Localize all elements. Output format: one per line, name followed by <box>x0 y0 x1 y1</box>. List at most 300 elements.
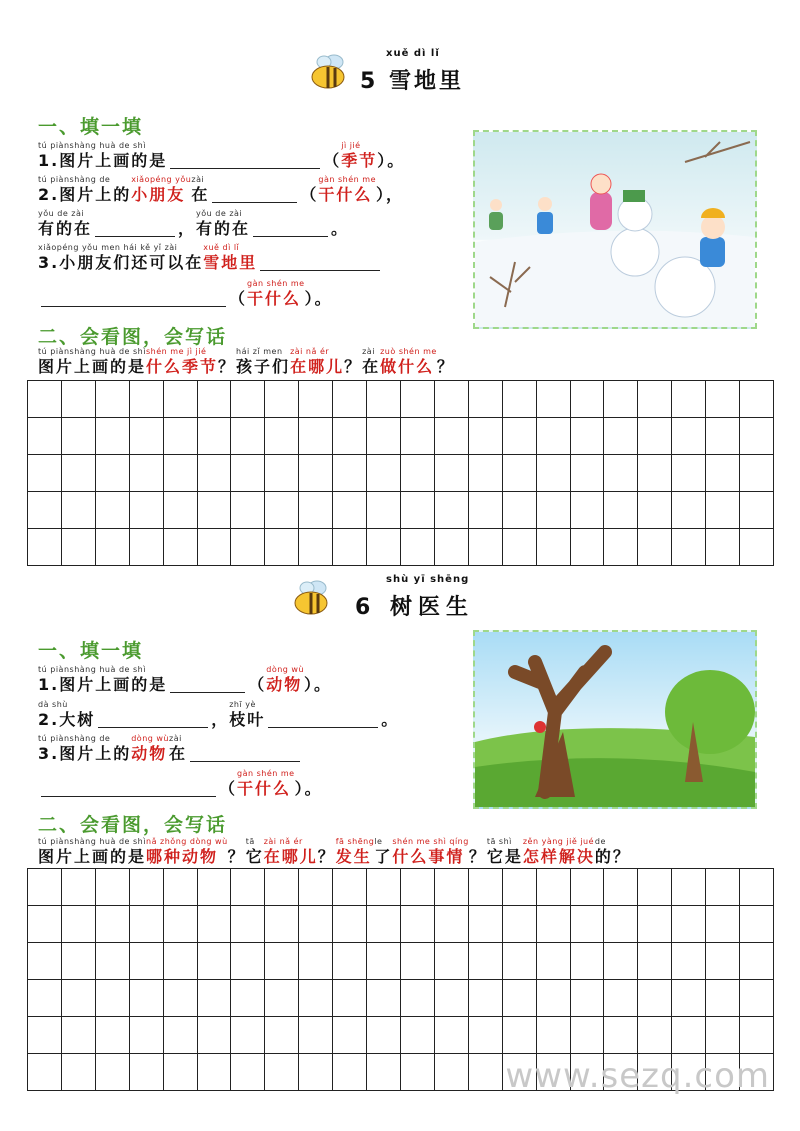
grid-cell[interactable] <box>28 492 62 529</box>
pinyin: tú piànshàng de <box>38 734 111 743</box>
grid-cell[interactable] <box>333 943 367 980</box>
grid-cell[interactable] <box>96 418 130 455</box>
grid-cell[interactable] <box>537 492 571 529</box>
grid-cell[interactable] <box>299 943 333 980</box>
grid-cell[interactable] <box>435 980 469 1017</box>
hanzi-text: 图片上画的是 <box>38 847 147 866</box>
grid-cell[interactable] <box>231 455 265 492</box>
grid-cell[interactable] <box>299 1017 333 1054</box>
grid-cell[interactable] <box>604 381 638 418</box>
grid-cell[interactable] <box>469 492 503 529</box>
grid-cell[interactable] <box>435 1054 469 1091</box>
grid-cell[interactable] <box>164 869 198 906</box>
grid-cell[interactable] <box>537 418 571 455</box>
grid-cell[interactable] <box>96 1017 130 1054</box>
grid-cell[interactable] <box>740 1017 774 1054</box>
grid-cell[interactable] <box>638 943 672 980</box>
grid-cell[interactable] <box>435 418 469 455</box>
grid-cell[interactable] <box>706 492 740 529</box>
grid-cell[interactable] <box>672 943 706 980</box>
grid-cell[interactable] <box>435 869 469 906</box>
grid-cell[interactable] <box>638 381 672 418</box>
grid-cell[interactable] <box>130 492 164 529</box>
grid-cell[interactable] <box>638 418 672 455</box>
hanzi-text: （ <box>248 675 267 694</box>
grid-cell[interactable] <box>333 492 367 529</box>
grid-cell[interactable] <box>62 381 96 418</box>
hanzi-text: ）。 <box>377 151 406 170</box>
lesson5-question2 <box>38 174 404 205</box>
grid-cell[interactable] <box>28 943 62 980</box>
lesson5-section2-heading: 二、会看图，会写话 <box>38 326 228 348</box>
grid-cell[interactable] <box>503 492 537 529</box>
grid-cell[interactable] <box>62 529 96 566</box>
grid-cell[interactable] <box>740 455 774 492</box>
hanzi-text: ）， <box>376 185 405 204</box>
grid-cell[interactable] <box>503 1017 537 1054</box>
grid-cell[interactable] <box>198 1017 232 1054</box>
grid-cell[interactable] <box>537 455 571 492</box>
grid-cell[interactable] <box>503 869 537 906</box>
grid-cell[interactable] <box>367 1054 401 1091</box>
grid-cell[interactable] <box>299 492 333 529</box>
grid-cell[interactable] <box>706 869 740 906</box>
grid-cell[interactable] <box>435 455 469 492</box>
grid-cell[interactable] <box>198 869 232 906</box>
grid-cell[interactable] <box>265 1017 299 1054</box>
grid-cell[interactable] <box>638 1017 672 1054</box>
grid-cell[interactable] <box>96 455 130 492</box>
grid-cell[interactable] <box>435 492 469 529</box>
grid-cell[interactable] <box>571 529 605 566</box>
grid-cell[interactable] <box>333 1017 367 1054</box>
hanzi-text: 什么季节 <box>146 357 219 376</box>
answer-blank[interactable] <box>212 184 297 203</box>
lesson6-section1-heading: 一、填一填 <box>38 640 144 662</box>
grid-cell[interactable] <box>638 869 672 906</box>
answer-blank[interactable] <box>253 218 328 237</box>
grid-cell[interactable] <box>571 906 605 943</box>
grid-cell[interactable] <box>231 418 265 455</box>
grid-cell[interactable] <box>96 980 130 1017</box>
grid-cell[interactable] <box>571 869 605 906</box>
text-segment <box>304 664 332 695</box>
grid-cell[interactable] <box>672 492 706 529</box>
text-segment <box>229 278 247 309</box>
grid-cell[interactable] <box>299 906 333 943</box>
grid-cell[interactable] <box>198 943 232 980</box>
grid-cell[interactable] <box>96 492 130 529</box>
grid-cell[interactable] <box>367 869 401 906</box>
grid-cell[interactable] <box>706 906 740 943</box>
grid-cell[interactable] <box>231 943 265 980</box>
grid-cell[interactable] <box>265 529 299 566</box>
answer-blank[interactable] <box>41 288 226 307</box>
hanzi-text: 。 <box>331 219 350 238</box>
grid-cell[interactable] <box>469 980 503 1017</box>
grid-cell[interactable] <box>367 492 401 529</box>
grid-cell[interactable] <box>265 455 299 492</box>
grid-cell[interactable] <box>401 381 435 418</box>
grid-cell[interactable] <box>503 418 537 455</box>
pinyin: xiǎopéng yǒu men hái kě yǐ zài <box>38 243 178 252</box>
grid-cell[interactable] <box>333 381 367 418</box>
grid-cell[interactable] <box>130 906 164 943</box>
grid-cell[interactable] <box>62 1017 96 1054</box>
grid-cell[interactable] <box>231 906 265 943</box>
text-segment <box>219 768 237 799</box>
grid-cell[interactable] <box>469 906 503 943</box>
grid-cell[interactable] <box>537 980 571 1017</box>
text-segment <box>196 208 250 239</box>
pinyin: gàn shén me <box>247 279 305 288</box>
grid-cell[interactable] <box>130 1017 164 1054</box>
text-segment <box>392 836 468 867</box>
grid-cell[interactable] <box>672 869 706 906</box>
grid-cell[interactable] <box>469 455 503 492</box>
grid-cell[interactable] <box>62 492 96 529</box>
pinyin: yǒu de zài <box>196 209 243 218</box>
grid-cell[interactable] <box>28 1054 62 1091</box>
grid-cell[interactable] <box>604 906 638 943</box>
grid-cell[interactable] <box>130 980 164 1017</box>
grid-cell[interactable] <box>435 943 469 980</box>
grid-cell[interactable] <box>231 980 265 1017</box>
grid-cell[interactable] <box>706 418 740 455</box>
grid-cell[interactable] <box>571 492 605 529</box>
grid-cell[interactable] <box>164 492 198 529</box>
hanzi-text: 做什么 <box>380 357 435 376</box>
grid-cell[interactable] <box>571 980 605 1017</box>
grid-cell[interactable] <box>604 455 638 492</box>
grid-cell[interactable] <box>401 455 435 492</box>
grid-cell[interactable] <box>62 943 96 980</box>
grid-cell[interactable] <box>164 943 198 980</box>
grid-cell[interactable] <box>130 418 164 455</box>
grid-cell[interactable] <box>435 381 469 418</box>
grid-cell[interactable] <box>469 418 503 455</box>
grid-cell[interactable] <box>435 529 469 566</box>
grid-cell[interactable] <box>96 1054 130 1091</box>
grid-cell[interactable] <box>164 418 198 455</box>
grid-cell[interactable] <box>672 455 706 492</box>
text-segment <box>300 174 318 205</box>
grid-cell[interactable] <box>299 381 333 418</box>
text-segment <box>38 836 146 867</box>
hanzi-text: 在 <box>191 185 210 204</box>
grid-cell[interactable] <box>672 906 706 943</box>
snow-scene-image <box>473 130 757 329</box>
hanzi-text: ， <box>211 710 230 729</box>
grid-cell[interactable] <box>537 381 571 418</box>
grid-cell[interactable] <box>164 1017 198 1054</box>
grid-cell[interactable] <box>265 492 299 529</box>
grid-cell[interactable] <box>130 1054 164 1091</box>
grid-cell[interactable] <box>706 943 740 980</box>
hanzi-text: 怎样解决 <box>522 847 595 866</box>
grid-cell[interactable] <box>604 943 638 980</box>
answer-blank[interactable] <box>170 150 320 169</box>
grid-cell[interactable] <box>231 869 265 906</box>
grid-cell[interactable] <box>62 455 96 492</box>
grid-cell[interactable] <box>198 418 232 455</box>
answer-blank[interactable] <box>41 778 216 797</box>
grid-cell[interactable] <box>604 529 638 566</box>
grid-cell[interactable] <box>401 1054 435 1091</box>
grid-cell[interactable] <box>672 980 706 1017</box>
grid-cell[interactable] <box>638 492 672 529</box>
grid-cell[interactable] <box>367 943 401 980</box>
grid-cell[interactable] <box>231 381 265 418</box>
grid-cell[interactable] <box>130 455 164 492</box>
grid-cell[interactable] <box>265 906 299 943</box>
grid-cell[interactable] <box>367 1017 401 1054</box>
grid-cell[interactable] <box>28 980 62 1017</box>
grid-cell[interactable] <box>401 1017 435 1054</box>
grid-cell[interactable] <box>537 869 571 906</box>
answer-blank[interactable] <box>190 743 300 762</box>
lesson6-title: 树医生 <box>389 595 474 620</box>
grid-cell[interactable] <box>130 943 164 980</box>
grid-cell[interactable] <box>604 418 638 455</box>
answer-blank[interactable] <box>260 252 380 271</box>
grid-cell[interactable] <box>706 980 740 1017</box>
grid-cell[interactable] <box>164 381 198 418</box>
hanzi-text: ， <box>178 219 197 238</box>
grid-cell[interactable] <box>571 455 605 492</box>
grid-cell[interactable] <box>164 980 198 1017</box>
grid-cell[interactable] <box>299 1054 333 1091</box>
grid-cell[interactable] <box>706 1017 740 1054</box>
grid-cell[interactable] <box>672 529 706 566</box>
grid-cell[interactable] <box>672 1017 706 1054</box>
grid-cell[interactable] <box>469 529 503 566</box>
hanzi-text: 动物 <box>266 675 303 694</box>
text-segment <box>38 208 92 239</box>
grid-cell[interactable] <box>469 381 503 418</box>
hanzi-text: ）。 <box>304 289 333 308</box>
hanzi-text: ？ <box>317 847 336 866</box>
grid-cell[interactable] <box>571 418 605 455</box>
hanzi-text: 发生 <box>335 847 372 866</box>
answer-blank[interactable] <box>98 709 208 728</box>
hanzi-text: 枝叶 <box>229 710 266 729</box>
grid-cell[interactable] <box>333 906 367 943</box>
grid-cell[interactable] <box>28 529 62 566</box>
grid-cell[interactable] <box>435 1017 469 1054</box>
grid-cell[interactable] <box>604 980 638 1017</box>
grid-cell[interactable] <box>265 980 299 1017</box>
grid-cell[interactable] <box>706 529 740 566</box>
grid-cell[interactable] <box>537 529 571 566</box>
grid-cell[interactable] <box>265 869 299 906</box>
grid-cell[interactable] <box>96 381 130 418</box>
grid-cell[interactable] <box>604 492 638 529</box>
grid-cell[interactable] <box>164 906 198 943</box>
grid-cell[interactable] <box>401 943 435 980</box>
grid-cell[interactable] <box>503 455 537 492</box>
grid-cell[interactable] <box>265 381 299 418</box>
grid-cell[interactable] <box>740 943 774 980</box>
grid-cell[interactable] <box>333 980 367 1017</box>
grid-cell[interactable] <box>333 455 367 492</box>
lesson5-writing-grid[interactable] <box>27 380 774 566</box>
grid-cell[interactable] <box>740 906 774 943</box>
grid-cell[interactable] <box>198 492 232 529</box>
lesson6-title-pinyin: shù yī shēng <box>386 574 470 585</box>
grid-cell[interactable] <box>28 455 62 492</box>
grid-cell[interactable] <box>28 1017 62 1054</box>
pinyin: tā <box>245 837 255 846</box>
grid-cell[interactable] <box>740 869 774 906</box>
grid-cell[interactable] <box>367 980 401 1017</box>
grid-cell[interactable] <box>401 980 435 1017</box>
grid-cell[interactable] <box>537 906 571 943</box>
answer-blank[interactable] <box>268 709 378 728</box>
grid-cell[interactable] <box>299 418 333 455</box>
grid-cell[interactable] <box>401 492 435 529</box>
grid-cell[interactable] <box>367 906 401 943</box>
grid-cell[interactable] <box>503 529 537 566</box>
hanzi-text: （ <box>300 185 319 204</box>
grid-cell[interactable] <box>571 1017 605 1054</box>
hanzi-text: 有的在 <box>38 219 93 238</box>
grid-cell[interactable] <box>604 869 638 906</box>
grid-cell[interactable] <box>571 943 605 980</box>
bee-icon <box>308 52 350 94</box>
text-segment <box>523 836 595 867</box>
grid-cell[interactable] <box>740 980 774 1017</box>
grid-cell[interactable] <box>401 529 435 566</box>
grid-cell[interactable] <box>198 980 232 1017</box>
grid-cell[interactable] <box>198 529 232 566</box>
grid-cell[interactable] <box>299 529 333 566</box>
grid-cell[interactable] <box>503 381 537 418</box>
grid-cell[interactable] <box>265 418 299 455</box>
answer-blank[interactable] <box>170 674 245 693</box>
grid-cell[interactable] <box>299 980 333 1017</box>
grid-cell[interactable] <box>62 869 96 906</box>
grid-cell[interactable] <box>198 381 232 418</box>
grid-cell[interactable] <box>96 869 130 906</box>
grid-cell[interactable] <box>537 1017 571 1054</box>
grid-cell[interactable] <box>96 906 130 943</box>
grid-cell[interactable] <box>401 906 435 943</box>
grid-cell[interactable] <box>706 381 740 418</box>
grid-cell[interactable] <box>333 529 367 566</box>
grid-cell[interactable] <box>604 1017 638 1054</box>
text-segment <box>380 346 437 377</box>
pinyin: zài nǎ ér <box>263 837 303 846</box>
grid-cell[interactable] <box>367 418 401 455</box>
hanzi-text: 哪种动物 <box>146 847 219 866</box>
grid-cell[interactable] <box>706 455 740 492</box>
grid-cell[interactable] <box>130 381 164 418</box>
grid-cell[interactable] <box>265 943 299 980</box>
grid-cell[interactable] <box>28 869 62 906</box>
text-segment <box>318 174 376 205</box>
grid-cell[interactable] <box>198 1054 232 1091</box>
answer-blank[interactable] <box>95 218 175 237</box>
grid-cell[interactable] <box>367 455 401 492</box>
grid-cell[interactable] <box>638 529 672 566</box>
grid-cell[interactable] <box>28 906 62 943</box>
grid-cell[interactable] <box>299 455 333 492</box>
grid-cell[interactable] <box>96 943 130 980</box>
lesson5-section1-heading: 一、填一填 <box>38 116 144 138</box>
grid-cell[interactable] <box>367 529 401 566</box>
grid-cell[interactable] <box>198 455 232 492</box>
grid-cell[interactable] <box>367 381 401 418</box>
grid-cell[interactable] <box>231 492 265 529</box>
text-segment <box>38 699 95 730</box>
pinyin: xuě dì lǐ <box>203 243 240 252</box>
grid-cell[interactable] <box>672 418 706 455</box>
grid-cell[interactable] <box>28 418 62 455</box>
lesson5-question3 <box>38 242 383 273</box>
grid-cell[interactable] <box>469 869 503 906</box>
grid-cell[interactable] <box>740 418 774 455</box>
grid-cell[interactable] <box>503 980 537 1017</box>
grid-cell[interactable] <box>164 455 198 492</box>
pinyin: zài nǎ ér <box>290 347 330 356</box>
grid-cell[interactable] <box>130 529 164 566</box>
grid-cell[interactable] <box>638 906 672 943</box>
grid-cell[interactable] <box>231 1017 265 1054</box>
grid-cell[interactable] <box>299 869 333 906</box>
grid-cell[interactable] <box>740 381 774 418</box>
grid-cell[interactable] <box>435 906 469 943</box>
grid-cell[interactable] <box>62 1054 96 1091</box>
grid-cell[interactable] <box>333 418 367 455</box>
grid-cell[interactable] <box>198 906 232 943</box>
grid-cell[interactable] <box>638 455 672 492</box>
grid-cell[interactable] <box>130 869 164 906</box>
grid-cell[interactable] <box>469 943 503 980</box>
grid-cell[interactable] <box>740 529 774 566</box>
grid-cell[interactable] <box>28 381 62 418</box>
grid-cell[interactable] <box>469 1054 503 1091</box>
pinyin: gàn shén me <box>318 175 376 184</box>
grid-cell[interactable] <box>265 1054 299 1091</box>
grid-cell[interactable] <box>164 529 198 566</box>
grid-cell[interactable] <box>401 418 435 455</box>
grid-cell[interactable] <box>62 418 96 455</box>
grid-cell[interactable] <box>503 943 537 980</box>
grid-cell[interactable] <box>469 1017 503 1054</box>
grid-cell[interactable] <box>401 869 435 906</box>
grid-cell[interactable] <box>503 906 537 943</box>
grid-cell[interactable] <box>96 529 130 566</box>
grid-cell[interactable] <box>740 492 774 529</box>
hanzi-text: 了 <box>374 847 393 866</box>
text-segment <box>381 699 399 730</box>
grid-cell[interactable] <box>333 1054 367 1091</box>
grid-cell[interactable] <box>164 1054 198 1091</box>
grid-cell[interactable] <box>231 529 265 566</box>
grid-cell[interactable] <box>333 869 367 906</box>
grid-cell[interactable] <box>231 1054 265 1091</box>
text-segment <box>38 174 131 205</box>
text-segment <box>38 664 167 695</box>
pinyin: tú piànshàng huà de shì <box>38 837 146 846</box>
grid-cell[interactable] <box>62 980 96 1017</box>
grid-cell[interactable] <box>571 381 605 418</box>
grid-cell[interactable] <box>537 943 571 980</box>
grid-cell[interactable] <box>62 906 96 943</box>
grid-cell[interactable] <box>672 381 706 418</box>
grid-cell[interactable] <box>638 980 672 1017</box>
